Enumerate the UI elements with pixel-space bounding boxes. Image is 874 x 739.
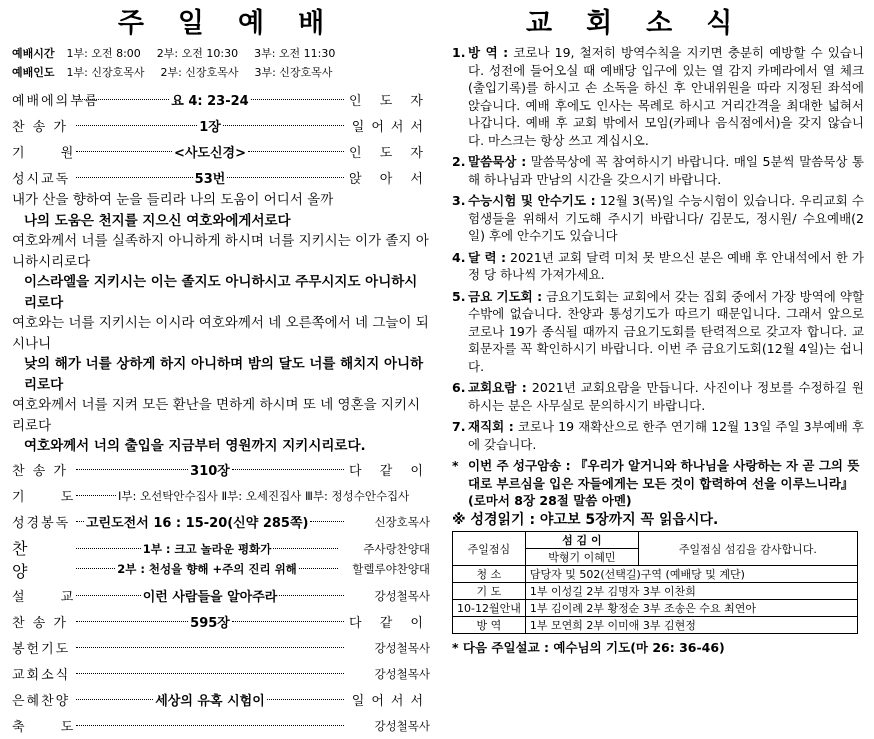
next-sermon: * 다음 주일설교 : 예수님의 기도(마 26: 36-46) [452, 640, 725, 655]
worship-column [12, 6, 430, 739]
choir-line: 1부 : 크고 놀라운 평화가 주사랑찬양대 [74, 539, 430, 559]
table-row: 주일점심 섬 김 이 주일점심 섬김을 감사합니다. [453, 532, 858, 549]
news-title: 교회소식 [526, 8, 767, 39]
choir-row: 찬 양 1부 : 크고 놀라운 평화가 주사랑찬양대 2부 : 천성을 향해 +주의 진리 위해 할렐루야찬양대 [12, 538, 431, 581]
duty-table [452, 531, 858, 634]
order-row: 봉헌기도 강성철목사 [12, 640, 430, 657]
table-row: 청 소 담당자 및 502(선택길)구역 (예배당 및 계단) [453, 566, 858, 583]
news-item: 3. 수능시험 및 안수기도 : 12월 3(목)일 수능시험이 있습니다. 우리교회 수험생들을 위해서 기도해 주시기 바랍니다/ 김문도, 정시원/ 수요예배(2일) 후에 안수기도 있습니다 [452, 193, 865, 243]
news-item: 6. 교회요람 : 2021년 교회요람을 만듭니다. 사진이나 정보를 수정하길 원하시는 분은 사무실로 문의하시기 바랍니다. [452, 380, 865, 413]
table-row: 박형기 이혜민 [453, 549, 858, 566]
service-leaders: 예배인도 1부: 신장호목사 2부: 신장호목사 3부: 신장호목사 [12, 66, 333, 79]
reading-line: 내가 산을 향하여 눈을 들리라 나의 도움이 어디서 올까 [12, 192, 334, 208]
order-row: 설 교 이런 사람들을 알아주라 강성철목사 [12, 588, 430, 605]
reading-line: 여호와께서 너를 지켜 모든 환난을 면하게 하시며 또 네 영혼을 지키시리로다 [12, 397, 421, 434]
order-row: 찬 송 가 1장 일어서서 [12, 119, 430, 135]
reading-line: 여호와는 너를 지키시는 이시라 여호와께서 네 오른쪽에서 네 그늘이 되시나니 [12, 315, 429, 352]
table-row: 10-12월안내 1부 김이례 2부 황정순 3부 조송은 수요 최연아 [453, 600, 858, 617]
order-row: 축 도 강성철목사 [12, 718, 430, 735]
scripture-row: 성경봉독 고린도전서 16 : 15-20(신약 285쪽) 신장호목사 [12, 514, 430, 531]
reading-response: 이스라엘을 지키시는 이는 졸지도 아니하시고 주무시지도 아니하시리로다 [24, 274, 418, 311]
responsive-reading [12, 190, 430, 457]
news-item: 2. 말씀묵상 : 말씀묵상에 꼭 참여하시기 바랍니다. 매일 5분씩 말씀묵상 통해 하나님과 만남의 시간을 갖으시기 바랍니다. [452, 154, 864, 187]
news-list [452, 44, 864, 529]
reading-line: 여호와께서 너를 실족하지 아니하게 하시며 너를 지키시는 이가 졸지 아니하시리로다 [12, 233, 429, 270]
service-times: 예배시간 1부: 오전 8:00 2부: 오전 10:30 3부: 오전 11:30 [12, 47, 336, 60]
table-row: 방 역 1부 모연희 2부 이미애 3부 김현정 [453, 617, 858, 634]
news-item: 5. 금요 기도회 : 금요기도회는 교회에서 갖는 집회 중에서 가장 방역에 약할 수밖에 없습니다. 찬양과 통성기도가 따르기 때문입니다. 그래서 앞으로 코로나 19가 종식될 때까지 금요기도회를 탄력적으로 갖고자 합니다. 교회문자를 꼭 확인하시기 바랍니다. 이번 주 금요기도회(12월 4일)는 쉽니다. [452, 288, 865, 374]
reading-response: 여호와께서 너의 출입을 지금부터 영원까지 지키시리로다. [24, 438, 366, 454]
order-bottom [12, 583, 430, 739]
order-top [12, 86, 430, 190]
order-row: 찬 송 가 595장 다 같 이 [12, 616, 430, 631]
choir-line: 2부 : 천성을 향해 +주의 진리 위해 할렐루야찬양대 [74, 559, 430, 579]
memory-verse: * 이번 주 성구암송 : 『우리가 알거니와 하나님을 사랑하는 자 곧 그의 뜻대로 부르심을 입은 자들에게는 모든 것이 합력하여 선을 이루느니라』 (로마서 8장 28절 말씀 아멘) [452, 458, 860, 508]
news-item: 7. 재직회 : 코로나 19 재확산으로 한주 연기해 12월 13일 주일 3부예배 후에 갖습니다. [452, 419, 865, 452]
order-row: 성시교독 53번 앉 아 서 [12, 171, 430, 187]
order-row: 예배에의부름 요 4: 23-24 인 도 자 [12, 93, 430, 109]
prayer-row: 기 도 Ⅰ부: 오선탁안수집사 Ⅱ부: 오세진집사 Ⅲ부: 정성수안수집사 [12, 488, 410, 505]
hymn-row: 찬 송 가 310장 다 같 이 [12, 464, 430, 479]
bible-reading: ※ 성경읽기 : 야고보 5장까지 꼭 읽읍시다. [452, 511, 719, 528]
worship-title: 주일예배 [117, 8, 359, 39]
reading-response: 낮의 해가 너를 상하게 하지 아니하며 밤의 달도 너를 해치지 아니하리로다 [24, 356, 424, 393]
table-row: 기 도 1부 이성길 2부 김명자 3부 이찬희 [453, 583, 858, 600]
order-row: 은혜찬양 세상의 유혹 시험이 일어서서 [12, 694, 430, 709]
order-row: 교회소식 강성철목사 [12, 666, 430, 683]
reading-response: 나의 도움은 천지를 지으신 여호와에게서로다 [24, 212, 291, 229]
news-column [452, 6, 864, 656]
news-item: 4. 달 력 : 2021년 교회 달력 미처 못 받으신 분은 예배 후 안내석에서 한 가정 당 하나씩 가져가세요. [452, 249, 864, 282]
order-row: 기 원 <사도신경> 인 도 자 [12, 145, 430, 161]
news-item: 1. 방 역 : 코로나 19, 철저히 방역수칙을 지키면 충분히 예방할 수 있습니다. 성전에 들어오실 때 예배당 입구에 있는 열 감지 카메라에서 열 체크(출입기록)를 하시고 손 소독을 하신 후 안내위원을 따라 지정된 좌석에 앉습니다. 예배 후에도 인사는 목례로 하시고 거리간격을 최대한 넓혀서 나갑니다. 예배 후 교회 밖에서 모임(카페나 음식점에서)을 갖지 않습니다. 마스크는 항상 쓰고 계십시오. [452, 45, 864, 148]
